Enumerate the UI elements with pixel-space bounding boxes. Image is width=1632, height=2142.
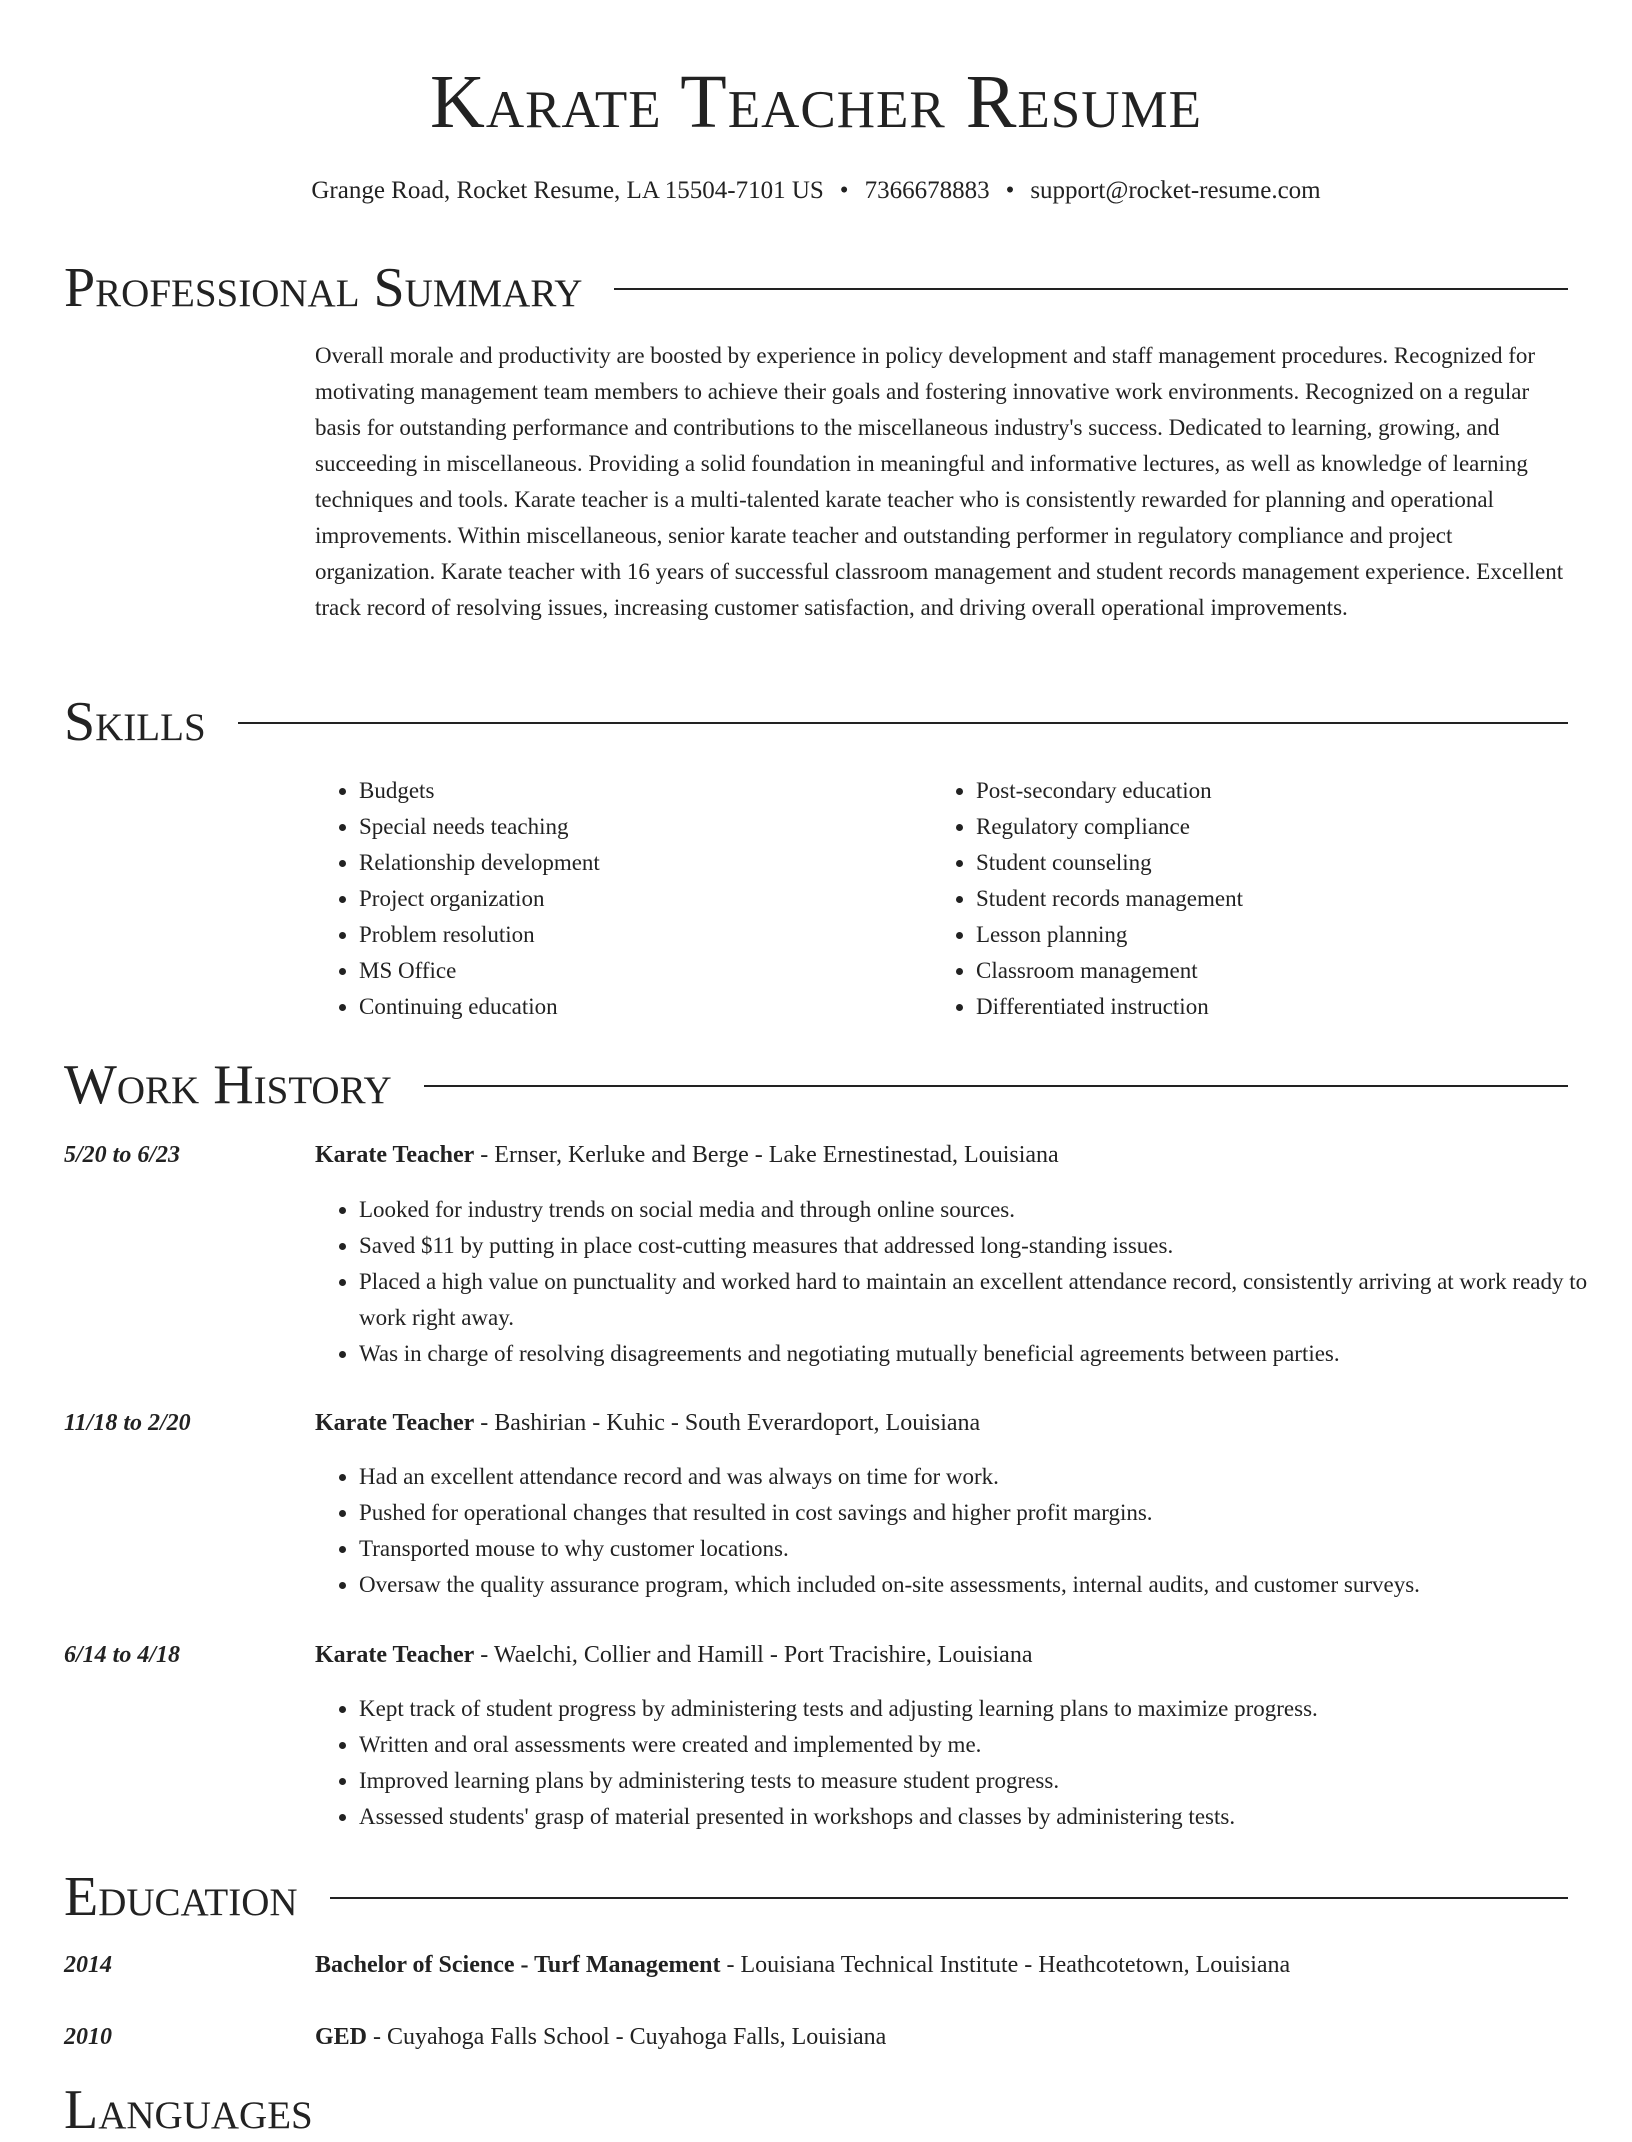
contact-line: [0, 174, 1632, 208]
job-bullets: [315, 1691, 1609, 1835]
skills-list-left: [315, 773, 919, 1025]
job-bullet: • Written and oral assessments were created and implemented by me.: [359, 1727, 1609, 1763]
skill-item: • Student records management: [976, 881, 1596, 917]
school: - Cuyahoga Falls School - Cuyahoga Falls, Louisiana: [367, 2024, 887, 2050]
job-bullets: [315, 1192, 1609, 1372]
skill-item: • Problem resolution: [359, 917, 919, 953]
section-rule: [614, 288, 1568, 290]
section-title: Professional Summary: [64, 257, 583, 319]
skills-list-right: [932, 773, 1596, 1025]
skill-item: • Classroom management: [976, 953, 1596, 989]
job-employer: - Bashirian - Kuhic - South Everardoport, Louisiana: [474, 1410, 981, 1436]
education-year: 2014: [64, 1952, 112, 1978]
skill-item: • Project organization: [359, 881, 919, 917]
section-rule: [330, 1897, 1568, 1899]
job-title: Karate Teacher: [315, 1642, 475, 1668]
education-year: 2010: [64, 2024, 112, 2050]
job-bullet: • Looked for industry trends on social media and through online sources.: [359, 1192, 1609, 1228]
skill-item: • Budgets: [359, 773, 919, 809]
skill-item: • Lesson planning: [976, 917, 1596, 953]
skill-item: • Continuing education: [359, 989, 919, 1025]
skill-item: • Relationship development: [359, 845, 919, 881]
school: - Louisiana Technical Institute - Heathcotetown, Louisiana: [720, 1952, 1291, 1978]
section-rule: [238, 722, 1568, 724]
degree: GED: [315, 2024, 368, 2050]
education-section-header: [64, 1865, 1568, 1929]
skill-item: • Regulatory compliance: [976, 809, 1596, 845]
job-employer: - Ernser, Kerluke and Berge - Lake Ernestinestad, Louisiana: [474, 1142, 1059, 1168]
section-rule: [424, 1085, 1568, 1087]
skill-item: • Post-secondary education: [976, 773, 1596, 809]
job-bullet: • Oversaw the quality assurance program, which included on-site assessments, internal audits, and customer surveys.: [359, 1567, 1609, 1603]
education-entry: [315, 2019, 1565, 2055]
job-heading: [315, 1637, 1565, 1673]
job-bullet: • Was in charge of resolving disagreements and negotiating mutually beneficial agreements between parties.: [359, 1336, 1609, 1372]
summary-text: Overall morale and productivity are boosted by experience in policy development and staff management procedures. Recognized for motivating management team members to achieve their goals and fostering innovative work environments. Recognized on a regular basis for outstanding performance and contributions to the miscellaneous industry's success. Dedicated to learning, growing, and succeeding in miscellaneous. Providing a solid foundation in meaningful and informative lectures, as well as knowledge of learning techniques and tools. Karate teacher is a multi-talented karate teacher who is consistently rewarded for planning and operational improvements. Within miscellaneous, senior karate teacher and outstanding performer in regulatory compliance and project organization. Karate teacher with 16 years of successful classroom management and student records management experience. Excellent track record of resolving issues, increasing customer satisfaction, and driving overall operational improvements.: [315, 343, 1564, 620]
job-bullet: • Saved $11 by putting in place cost-cutting measures that addressed long-standing issues.: [359, 1228, 1609, 1264]
skill-item: • Student counseling: [976, 845, 1596, 881]
section-title: Skills: [64, 691, 206, 753]
skill-item: • MS Office: [359, 953, 919, 989]
separator: •: [839, 177, 849, 204]
job-title: Karate Teacher: [315, 1410, 475, 1436]
job-bullet: • Had an excellent attendance record and was always on time for work.: [359, 1459, 1609, 1495]
job-dates: 6/14 to 4/18: [64, 1642, 181, 1668]
resume-title: Karate Teacher Resume: [429, 60, 1203, 144]
phone: 7366678883: [864, 177, 990, 204]
skills-section-header: [64, 690, 1568, 754]
skill-item: • Special needs teaching: [359, 809, 919, 845]
job-bullet: • Kept track of student progress by administering tests and adjusting learning plans to maximize progress.: [359, 1691, 1609, 1727]
email: support@rocket-resume.com: [1030, 177, 1321, 204]
address: Grange Road, Rocket Resume, LA 15504-7101 US: [311, 177, 824, 204]
job-title: Karate Teacher: [315, 1142, 475, 1168]
skill-item: • Differentiated instruction: [976, 989, 1596, 1025]
job-heading: [315, 1137, 1565, 1173]
job-employer: - Waelchi, Collier and Hamill - Port Tracishire, Louisiana: [474, 1642, 1033, 1668]
section-title: Work History: [64, 1054, 392, 1116]
job-bullet: • Transported mouse to why customer locations.: [359, 1531, 1609, 1567]
job-bullet: • Improved learning plans by administering tests to measure student progress.: [359, 1763, 1609, 1799]
summary-section-header: [64, 256, 1568, 320]
job-bullets: [315, 1459, 1609, 1603]
education-entry: [315, 1947, 1565, 1983]
job-dates: 11/18 to 2/20: [64, 1410, 191, 1436]
job-bullet: • Assessed students' grasp of material presented in workshops and classes by administering tests.: [359, 1799, 1609, 1835]
job-bullet: • Placed a high value on punctuality and worked hard to maintain an excellent attendance record, consistently arriving at work ready to work right away.: [359, 1264, 1609, 1336]
section-title: Education: [64, 1866, 298, 1928]
degree: Bachelor of Science - Turf Management: [315, 1952, 721, 1978]
separator: •: [1005, 177, 1015, 204]
section-title: Languages: [64, 2079, 313, 2141]
work-section-header: [64, 1053, 1568, 1117]
job-heading: [315, 1405, 1565, 1441]
job-bullet: • Pushed for operational changes that resulted in cost savings and higher profit margins.: [359, 1495, 1609, 1531]
job-dates: 5/20 to 6/23: [64, 1142, 181, 1168]
languages-section-header: [64, 2078, 1568, 2142]
